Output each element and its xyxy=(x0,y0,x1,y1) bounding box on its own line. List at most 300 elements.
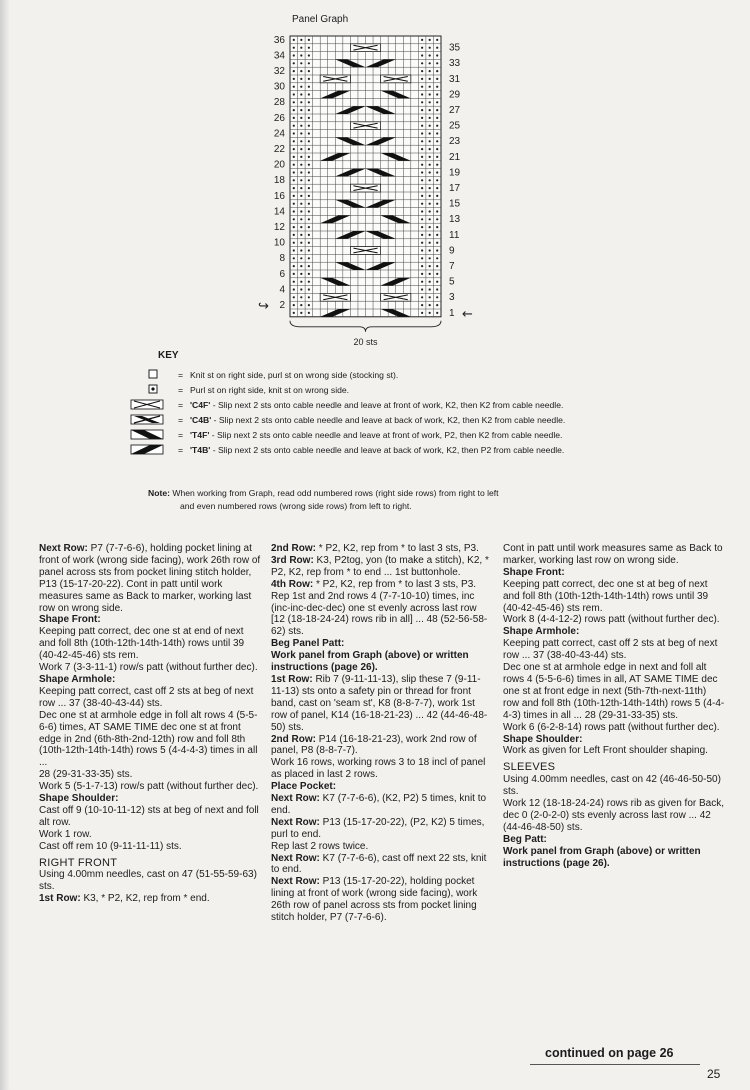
c4f-cable-icon xyxy=(130,399,166,411)
purl-dot xyxy=(308,117,310,119)
purl-dot xyxy=(293,117,295,119)
purl-dot xyxy=(421,288,423,290)
purl-dot xyxy=(293,109,295,111)
row-number-left: 18 xyxy=(273,175,285,187)
key-equals: = xyxy=(178,370,184,380)
note-line-1: When working from Graph, read odd numbered rows (right side rows) from right to left xyxy=(169,488,499,498)
purl-dot xyxy=(429,78,431,80)
purl-dot xyxy=(300,288,302,290)
key-description: Purl st on right side, knit st on wrong side. xyxy=(190,385,350,395)
purl-dot xyxy=(421,210,423,212)
section-heading: RIGHT FRONT xyxy=(39,856,118,869)
purl-dot xyxy=(293,312,295,314)
purl-dot xyxy=(293,39,295,41)
purl-dot xyxy=(429,187,431,189)
note-label: Note: xyxy=(148,488,170,498)
row-start-arrow-icon: ↪ xyxy=(258,299,269,314)
pattern-paragraph: Dec one st at armhole edge in foll alt rows 4 (5-5-6-6) times, AT SAME TIME dec one st at front edge in 2nd (6th-8th-2nd-12th) row and foll 8th (10th-12th-14th-14th) rows 5 (4-4-4-3) times in all ... xyxy=(39,709,258,769)
section-subheading: Shape Armhole: xyxy=(503,626,580,638)
row-number-left: 34 xyxy=(273,50,285,62)
purl-dot xyxy=(293,195,295,197)
purl-dot xyxy=(421,125,423,127)
purl-dot xyxy=(308,195,310,197)
purl-dot xyxy=(308,54,310,56)
purl-dot xyxy=(308,140,310,142)
purl-dot xyxy=(429,156,431,158)
purl-dot xyxy=(300,281,302,283)
row-number-right: 21 xyxy=(449,151,461,163)
purl-dot xyxy=(300,187,302,189)
purl-dot xyxy=(300,242,302,244)
purl-dot xyxy=(293,86,295,88)
row-number-left: 22 xyxy=(273,144,285,155)
pattern-paragraph: 3rd Row: K3, P2tog, yon (to make a stitch), K2, * P2, K2, rep from * to end ... 1st buttonhole. xyxy=(271,554,489,578)
purl-dot xyxy=(436,86,438,88)
key-description: 'C4B' - Slip next 2 sts onto cable needle and leave at back of work, K2, then K2 from cable needle. xyxy=(190,415,566,425)
pattern-paragraph: 1st Row: K3, * P2, K2, rep from * end. xyxy=(39,893,210,905)
purl-dot xyxy=(429,312,431,314)
pattern-paragraph: 1st Row: Rib 7 (9-11-11-13), slip these 7 (9-11-11-13) sts onto a safety pin or thread for front band, cast on 'seam st', K8 (8-8-7-7), work 1st row of panel, K14 (16-18-21-23) ... 42 (44-46-48-50) sts. xyxy=(271,673,488,733)
purl-dot xyxy=(308,226,310,228)
purl-dot xyxy=(300,273,302,275)
purl-dot xyxy=(436,39,438,41)
purl-dot xyxy=(421,140,423,142)
section-subheading: Shape Shoulder: xyxy=(39,793,119,805)
purl-dot xyxy=(308,179,310,181)
row-number-left: 10 xyxy=(273,237,285,249)
purl-dot xyxy=(293,242,295,244)
purl-dot xyxy=(421,203,423,205)
purl-dot xyxy=(436,234,438,236)
pattern-paragraph: 28 (29-31-33-35) sts. xyxy=(39,769,133,781)
pattern-paragraph: Work 16 rows, working rows 3 to 18 incl of panel as placed in last 2 rows. xyxy=(271,757,486,781)
row-number-left: 12 xyxy=(273,222,285,233)
purl-dot xyxy=(436,140,438,142)
purl-dot xyxy=(308,288,310,290)
purl-dot xyxy=(436,101,438,103)
purl-dot xyxy=(436,78,438,80)
purl-dot xyxy=(429,86,431,88)
row-number-right: 19 xyxy=(449,167,461,179)
purl-dot xyxy=(429,171,431,173)
t4f-cable-icon xyxy=(130,429,166,441)
section-subheading: Beg Panel Patt: xyxy=(271,638,345,650)
row-number-right: 3 xyxy=(449,292,455,304)
purl-dot xyxy=(421,296,423,298)
pattern-paragraph: Work 7 (3-3-11-1) row/s patt (without further dec). xyxy=(39,662,258,674)
pattern-paragraph: Keeping patt correct, dec one st at end of next and foll 8th (10th-12th-14th-14th) rows until 39 (40-42-45-46) sts rem. xyxy=(39,626,245,662)
row-number-left: 6 xyxy=(279,268,285,280)
purl-dot xyxy=(300,304,302,306)
purl-dot xyxy=(300,54,302,56)
section-subheading: Shape Front: xyxy=(39,614,101,626)
purl-dot xyxy=(429,39,431,41)
pattern-paragraph: Work 6 (6-2-8-14) rows patt (without further dec). xyxy=(503,721,720,733)
purl-dot xyxy=(429,226,431,228)
row-number-left: 4 xyxy=(279,284,285,296)
key-description: 'T4B' - Slip next 2 sts onto cable needle and leave at back of work, K2, then P2 from cable needle. xyxy=(190,445,565,455)
purl-dot xyxy=(308,125,310,127)
purl-dot xyxy=(429,234,431,236)
purl-dot xyxy=(308,218,310,220)
purl-dot xyxy=(293,148,295,150)
purl-dot xyxy=(436,171,438,173)
purl-dot xyxy=(300,218,302,220)
purl-dot xyxy=(300,296,302,298)
purl-dot xyxy=(308,93,310,95)
purl-dot xyxy=(308,132,310,134)
pattern-paragraph: Using 4.00mm needles, cast on 42 (46-46-50-50) sts. xyxy=(503,774,721,798)
purl-dot xyxy=(300,156,302,158)
purl-dot xyxy=(429,117,431,119)
key-description: 'C4F' - Slip next 2 sts onto cable needle and leave at front of work, K2, then K2 from cable needle. xyxy=(190,400,564,410)
row-number-right: 35 xyxy=(449,42,461,54)
purl-dot xyxy=(293,288,295,290)
purl-dot xyxy=(293,249,295,251)
stitch-count-brace xyxy=(290,321,441,332)
section-subheading: Shape Front: xyxy=(503,566,565,578)
panel-graph-chart xyxy=(0,0,750,350)
row-number-right: 25 xyxy=(449,120,461,132)
purl-dot xyxy=(300,78,302,80)
row-number-left: 16 xyxy=(273,190,285,202)
pattern-paragraph: Keeping patt correct, cast off 2 sts at beg of next row ... 37 (38-40-43-44) sts. xyxy=(39,685,254,709)
section-subheading: Work panel from Graph (above) or written instructions (page 26). xyxy=(503,845,701,869)
purl-dot xyxy=(421,117,423,119)
pattern-paragraph: 2nd Row: P14 (16-18-21-23), work 2nd row of panel, P8 (8-8-7-7). xyxy=(271,733,477,757)
purl-dot xyxy=(421,171,423,173)
row-number-right: 11 xyxy=(449,229,460,241)
purl-dot xyxy=(421,304,423,306)
purl-dot xyxy=(293,171,295,173)
purl-dot xyxy=(436,203,438,205)
purl-dot xyxy=(300,203,302,205)
key-equals: = xyxy=(178,385,184,395)
purl-dot xyxy=(436,218,438,220)
purl-dot xyxy=(421,218,423,220)
purl-dot xyxy=(436,93,438,95)
row-number-right: 1 xyxy=(449,307,455,319)
purl-dot xyxy=(300,179,302,181)
key-item xyxy=(130,398,730,412)
purl-dot xyxy=(429,203,431,205)
pattern-paragraph: Next Row: K7 (7-7-6-6), (K2, P2) 5 times, knit to end. xyxy=(271,793,487,816)
purl-dot xyxy=(293,101,295,103)
purl-dot xyxy=(436,125,438,127)
purl-dot xyxy=(293,156,295,158)
purl-dot xyxy=(421,273,423,275)
row-number-left: 26 xyxy=(273,112,285,124)
purl-dot xyxy=(293,78,295,80)
c4b-cable-icon xyxy=(130,414,166,426)
purl-dot xyxy=(308,62,310,64)
row-number-right: 9 xyxy=(449,245,455,257)
pattern-paragraph: Cont in patt until work measures same as Back to marker, working last row on wrong side. xyxy=(503,543,723,566)
purl-dot xyxy=(293,296,295,298)
purl-dot xyxy=(421,312,423,314)
purl-dot xyxy=(436,226,438,228)
purl-dot xyxy=(308,242,310,244)
row-number-left: 14 xyxy=(273,206,285,218)
purl-dot xyxy=(308,281,310,283)
purl-dot xyxy=(421,265,423,267)
purl-dot xyxy=(293,203,295,205)
purl-dot xyxy=(421,78,423,80)
purl-dot xyxy=(436,195,438,197)
pattern-paragraph: Work as given for Left Front shoulder shaping. xyxy=(503,745,708,757)
purl-dot xyxy=(300,125,302,127)
pattern-paragraph: Cast off 9 (10-10-11-12) sts at beg of next and foll alt row. xyxy=(39,804,259,828)
purl-dot xyxy=(300,109,302,111)
purl-dot xyxy=(300,117,302,119)
purl-dot xyxy=(300,101,302,103)
purl-dot xyxy=(429,304,431,306)
purl-dot xyxy=(308,210,310,212)
purl-dot xyxy=(429,281,431,283)
purl-dot xyxy=(429,109,431,111)
pattern-paragraph: Rep last 2 rows twice. xyxy=(271,840,369,852)
purl-dot xyxy=(429,101,431,103)
key-equals: = xyxy=(178,415,184,425)
purl-dot xyxy=(300,234,302,236)
row-number-left: 36 xyxy=(273,34,285,46)
purl-dot xyxy=(300,62,302,64)
row-number-right: 33 xyxy=(449,58,461,70)
purl-dot xyxy=(293,47,295,49)
purl-dot xyxy=(308,234,310,236)
row-number-right: 17 xyxy=(449,183,461,194)
purl-dot xyxy=(293,179,295,181)
row-number-right: 23 xyxy=(449,136,461,148)
purl-dot xyxy=(300,249,302,251)
key-abbreviation: 'C4F' xyxy=(190,400,211,410)
row-start-arrow-icon: ← xyxy=(462,306,473,322)
purl-dot xyxy=(308,249,310,251)
purl-dot xyxy=(421,39,423,41)
purl-dot xyxy=(300,312,302,314)
section-subheading: Beg Patt: xyxy=(503,833,547,845)
purl-dot xyxy=(308,304,310,306)
purl-dot xyxy=(429,148,431,150)
pattern-paragraph: Work 1 row. xyxy=(39,828,92,840)
purl-dot xyxy=(308,78,310,80)
row-number-right: 15 xyxy=(449,198,461,210)
purl-dot xyxy=(293,210,295,212)
purl-dot xyxy=(421,164,423,166)
purl-dot xyxy=(300,171,302,173)
purl-dot xyxy=(421,226,423,228)
purl-dot xyxy=(436,242,438,244)
key-description: Knit st on right side, purl st on wrong side (stocking st). xyxy=(190,370,399,380)
purl-dot xyxy=(293,273,295,275)
purl-dot-icon xyxy=(130,384,166,396)
purl-dot xyxy=(421,93,423,95)
purl-dot xyxy=(436,117,438,119)
page-number: 25 xyxy=(707,1067,721,1081)
purl-dot xyxy=(293,132,295,134)
row-number-right: 31 xyxy=(449,73,461,85)
pattern-paragraph: Next Row: P13 (15-17-20-22), (P2, K2) 5 times, purl to end. xyxy=(271,816,485,840)
section-subheading: Work panel from Graph (above) or written instructions (page 26). xyxy=(271,650,469,674)
purl-dot xyxy=(429,242,431,244)
purl-dot xyxy=(429,132,431,134)
purl-dot xyxy=(421,109,423,111)
purl-dot xyxy=(300,47,302,49)
purl-dot xyxy=(436,47,438,49)
row-number-right: 7 xyxy=(449,261,455,272)
section-heading: SLEEVES xyxy=(503,761,556,774)
purl-dot xyxy=(429,218,431,220)
purl-dot xyxy=(300,148,302,150)
purl-dot xyxy=(421,187,423,189)
purl-dot xyxy=(293,304,295,306)
key-item xyxy=(130,428,730,442)
row-number-left: 28 xyxy=(273,97,285,109)
purl-dot xyxy=(421,132,423,134)
purl-dot xyxy=(300,140,302,142)
purl-dot xyxy=(429,47,431,49)
key-equals: = xyxy=(178,445,184,455)
purl-dot xyxy=(421,242,423,244)
purl-dot xyxy=(293,226,295,228)
key-item xyxy=(130,368,730,382)
purl-dot xyxy=(436,257,438,259)
row-number-right: 27 xyxy=(449,105,461,116)
purl-dot xyxy=(308,47,310,49)
purl-dot xyxy=(293,234,295,236)
purl-dot xyxy=(300,93,302,95)
purl-dot xyxy=(308,312,310,314)
purl-dot xyxy=(308,273,310,275)
key-equals: = xyxy=(178,430,184,440)
purl-dot xyxy=(436,288,438,290)
purl-dot xyxy=(421,249,423,251)
pattern-paragraph: Work 12 (18-18-24-24) rows rib as given for Back, dec 0 (2-0-2-0) sts evenly across last row ... 42 (44-46-48-50) sts. xyxy=(503,798,725,833)
pattern-paragraph: Next Row: P13 (15-17-20-22), holding pocket lining at front of work (wrong side facing), work 26th row of panel across sts from pocket lining stitch holder, P7 (7-7-6-6). xyxy=(271,876,478,924)
section-subheading: Shape Armhole: xyxy=(39,673,116,685)
purl-dot xyxy=(300,164,302,166)
pattern-paragraph: 4th Row: * P2, K2, rep from * to last 3 sts, P3. Rep 1st and 2nd rows 4 (7-7-10-10) times, inc (inc-inc-dec-dec) one st evenly across last row [12 (18-18-24-24) rows rib in all] ... 48 (52-56-58-62) sts. xyxy=(271,578,488,638)
pattern-paragraph: Work 8 (4-4-12-2) rows patt (without further dec). xyxy=(503,614,720,626)
purl-dot xyxy=(300,132,302,134)
purl-dot xyxy=(300,39,302,41)
section-subheading: Place Pocket: xyxy=(271,781,337,793)
purl-dot xyxy=(308,203,310,205)
purl-dot xyxy=(421,86,423,88)
purl-dot xyxy=(429,179,431,181)
row-number-left: 2 xyxy=(279,300,285,311)
purl-dot xyxy=(300,226,302,228)
row-number-right: 13 xyxy=(449,214,461,226)
section-subheading: Shape Shoulder: xyxy=(503,733,583,745)
row-number-left: 24 xyxy=(273,128,285,140)
stitch-count-label: 20 sts xyxy=(353,336,378,347)
purl-dot xyxy=(429,54,431,56)
text-column-1 xyxy=(39,543,261,905)
purl-dot xyxy=(293,140,295,142)
purl-dot xyxy=(300,70,302,72)
row-number-left: 20 xyxy=(273,159,285,171)
key-description: 'T4F' - Slip next 2 sts onto cable needle and leave at front of work, P2, then K2 from cable needle. xyxy=(190,430,563,440)
purl-dot xyxy=(293,62,295,64)
purl-dot xyxy=(436,179,438,181)
purl-dot xyxy=(293,164,295,166)
note-line-2: and even numbered rows (wrong side rows) from left to right. xyxy=(180,501,412,511)
pattern-paragraph: Dec one st at armhole edge in next and foll alt rows 4 (5-5-6-6) times in all, AT SAME TIME dec one st at front edge in next (5th-7th-next-11th) row and foll 8th (10th-12th-14th-14th) rows 5 (4-4-4-3) times in all ... 28 (29-31-33-35) sts. xyxy=(503,662,725,721)
purl-dot xyxy=(300,86,302,88)
purl-dot xyxy=(293,54,295,56)
purl-dot xyxy=(421,195,423,197)
note-block xyxy=(148,487,628,513)
purl-dot xyxy=(421,148,423,150)
purl-dot xyxy=(429,195,431,197)
purl-dot xyxy=(436,296,438,298)
purl-dot xyxy=(429,62,431,64)
purl-dot xyxy=(308,296,310,298)
purl-dot xyxy=(421,281,423,283)
purl-dot xyxy=(436,156,438,158)
purl-dot xyxy=(429,249,431,251)
purl-dot xyxy=(429,164,431,166)
purl-dot xyxy=(429,140,431,142)
purl-dot xyxy=(436,70,438,72)
key-abbreviation: 'C4B' xyxy=(190,415,212,425)
purl-dot xyxy=(308,257,310,259)
pattern-paragraph: Work 5 (5-1-7-13) row/s patt (without further dec). xyxy=(39,781,259,793)
purl-dot xyxy=(293,187,295,189)
purl-dot xyxy=(421,257,423,259)
purl-dot xyxy=(308,70,310,72)
purl-dot xyxy=(308,148,310,150)
purl-dot xyxy=(293,257,295,259)
row-number-left: 32 xyxy=(273,66,285,77)
graph-title: Panel Graph xyxy=(292,14,349,25)
purl-dot xyxy=(421,70,423,72)
purl-dot xyxy=(308,86,310,88)
purl-dot xyxy=(436,54,438,56)
purl-dot xyxy=(436,210,438,212)
purl-dot xyxy=(308,39,310,41)
pattern-paragraph: 2nd Row: * P2, K2, rep from * to last 3 sts, P3. xyxy=(271,543,479,554)
key-abbreviation: 'T4F' xyxy=(190,430,210,440)
pattern-paragraph: Using 4.00mm needles, cast on 47 (51-55-59-63) sts. xyxy=(39,869,257,893)
continued-rule xyxy=(530,1064,700,1065)
purl-dot xyxy=(421,54,423,56)
purl-dot xyxy=(436,312,438,314)
purl-dot xyxy=(308,171,310,173)
purl-dot xyxy=(429,70,431,72)
key-item xyxy=(130,413,730,427)
purl-dot xyxy=(293,218,295,220)
purl-dot xyxy=(429,210,431,212)
purl-dot xyxy=(300,265,302,267)
row-number-left: 30 xyxy=(273,81,285,93)
purl-dot xyxy=(436,265,438,267)
purl-dot xyxy=(436,281,438,283)
t4b-cable-icon xyxy=(130,444,166,456)
purl-dot xyxy=(429,265,431,267)
pattern-paragraph: Cast off rem 10 (9-11-11-11) sts. xyxy=(39,840,182,852)
text-column-2 xyxy=(271,543,493,924)
purl-dot xyxy=(421,47,423,49)
purl-dot xyxy=(436,187,438,189)
purl-dot xyxy=(429,93,431,95)
purl-dot xyxy=(436,109,438,111)
purl-dot xyxy=(436,304,438,306)
purl-dot xyxy=(421,179,423,181)
key-equals: = xyxy=(178,400,184,410)
row-number-right: 29 xyxy=(449,89,461,101)
